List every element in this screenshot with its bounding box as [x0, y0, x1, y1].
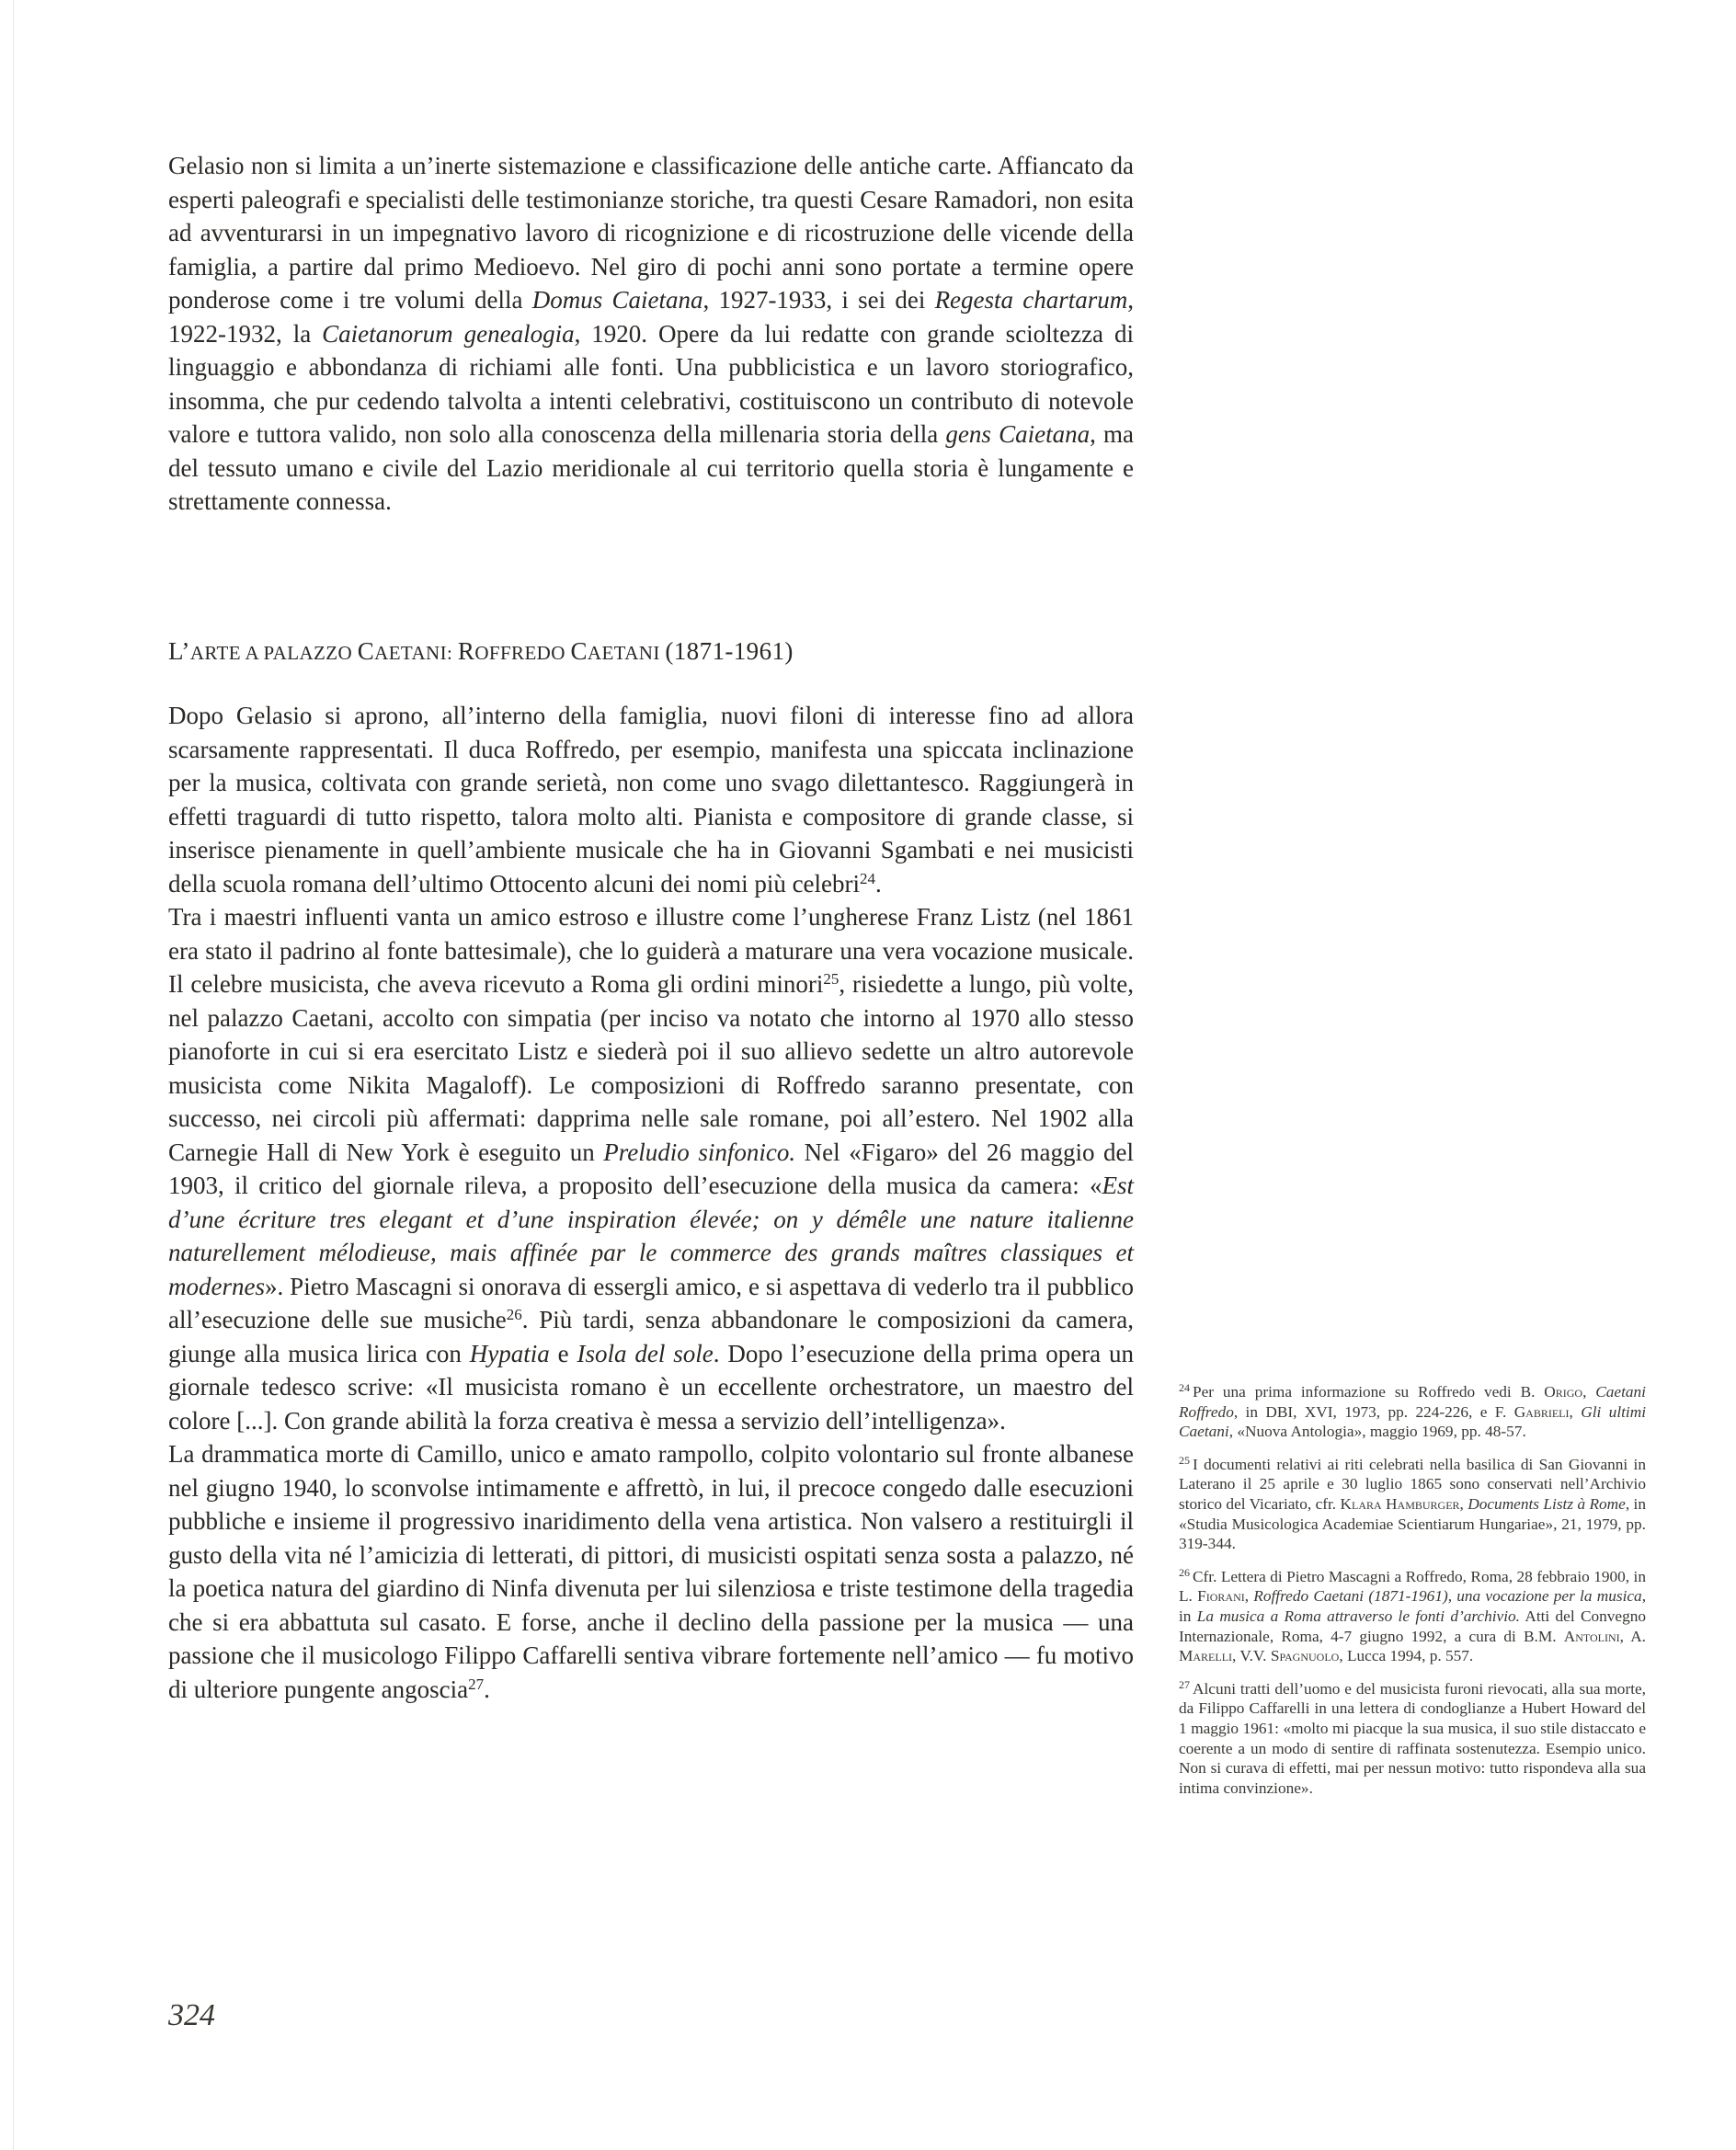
scan-margin-line	[13, 0, 14, 2150]
footnote-26: $^{26}$ Cfr. Lettera di Pietro Mascagni a Roffredo, Roma, 28 febbraio 1900, in L. Fiorani, Roffredo Caetani (1871-1961), una vocazione per la musica, in La musica a Roma attraverso le fonti d’archivio. Atti del Convegno Internazionale, Roma, 4-7 giugno 1992, a cura di B.M. Antolini, A. Marelli, V.V. Spagnuolo, Lucca 1994, p. 557.	[1179, 1565, 1647, 1665]
footnote-ref-24[interactable]: 24	[860, 869, 876, 887]
section-heading: L’ARTE A PALAZZO CAETANI: ROFFREDO CAETANI (1871-1961)	[168, 637, 794, 665]
footnote-25: $^{25}$ I documenti relativi ai riti celebrati nella basilica di San Giovanni in Laterano il 25 aprile e 30 luglio 1865 sono conservati nell’Archivio storico del Vicariato, cfr. Klara Hamburger, Documents Listz à Rome, in «Studia Musicologica Academiae Scientiarum Hungariae», 21, 1979, pp. 319-344.	[1179, 1453, 1646, 1553]
paragraph-camillo: La drammatica morte di Camillo, unico e amato rampollo, colpito volontario sul fronte albanese nel giugno 1940, lo sconvolse intimamente e affrettò, in lui, il precoce congedo dalle esecuzioni pubbliche e insieme il progressivo inaridimento della vena artistica. Non valsero a restituirgli il gusto della vita né l’amicizia di letterati, di pittori, di musicisti ospitati senza sosta a palazzo, né la poetica natura del giardino di Ninfa divenuta per lui silenziosa e triste testimone della tragedia che si era abbattuta sul casato. E forse, anche il declino della passione per la musica — una passione che il musicologo Filippo Caffarelli sentiva vibrare fortemente nell’amico — fu motivo di ulteriore pungente angoscia$^{27}$.	[168, 1440, 1134, 1703]
paragraph-roffredo-music: Dopo Gelasio si aprono, all’interno della famiglia, nuovi filoni di interesse fino ad allora scarsamente rappresentati. Il duca Roffredo, per esempio, manifesta una spiccata inclinazione per la musica, coltivata con grande serietà, non come uno svago dilettantesco. Raggiungerà in effetti traguardi di tutto rispetto, talora molto alti. Pianista e compositore di grande classe, si inserisce pienamente in quell’ambiente musicale che ha in Giovanni Sgambati e nei musicisti della scuola romana dell’ultimo Ottocento alcuni dei nomi più celebri$^{24}$.	[168, 702, 1134, 898]
footnote-ref-25[interactable]: 25	[823, 970, 839, 988]
intro-paragraph: Gelasio non si limita a un’inerte sistemazione e classificazione delle antiche carte. Affiancato da esperti paleografi e specialisti delle testimonianze storiche, tra questi Cesare Ramadori, non esita ad avventurarsi in un impegnativo lavoro di ricognizione e di ricostruzione delle vicende della famiglia, a partire dal primo Medioevo. Nel giro di pochi anni sono portate a termine opere ponderose come i tre volumi della Domus Caietana, 1927-1933, i sei dei Regesta chartarum, 1922-1932, la Caietanorum genealogia, 1920. Opere da lui redatte con grande scioltezza di linguaggio e abbondanza di richiami alle fonti. Una pubblicistica e un lavoro storiografico, insomma, che pur cedendo talvolta a intenti celebrativi, costituiscono un contributo di notevole valore e tuttora valido, non solo alla conoscenza della millenaria storia della gens Caietana, ma del tessuto umano e civile del Lazio meridionale al cui territorio quella storia è lungamente e strettamente connessa.	[168, 152, 1135, 515]
paragraph-listz: Tra i maestri influenti vanta un amico estroso e illustre come l’ungherese Franz Listz (nel 1861 era stato il padrino al fonte battesimale), che lo guiderà a maturare una vera vocazione musicale. Il celebre musicista, che aveva ricevuto a Roma gli ordini minori$^{25}$, risiedette a lungo, più volte, nel palazzo Caetani, accolto con simpatia (per inciso va notato che intorno al 1970 allo stesso pianoforte in cui si era esercitato Listz e siederà poi il suo allievo sedette un altro autorevole musicista come Nikita Magaloff). Le composizioni di Roffredo saranno presentate, con successo, nei circoli più affermati: dapprima nelle sale romane, poi all’estero. Nel 1902 alla Carnegie Hall di New York è eseguito un Preludio sinfonico. Nel «Figaro» del 26 maggio del 1903, il critico del giornale rileva, a proposito dell’esecuzione della musica da camera: «Est d’une écriture tres elegant et d’une inspiration élevée; on y démêle une nature italienne naturellement mélodieuse, mais affinée par le commerce des grands maîtres classiques et modernes». Pietro Mascagni si onorava di essergli amico, e si aspettava di vederlo tra il pubblico all’esecuzione delle sue musiche$^{26}$. Più tardi, senza abbandonare le composizioni da camera, giunge alla musica lirica con Hypatia e Isola del sole. Dopo l’esecuzione della prima opera un giornale tedesco scrive: «Il musicista romano è un eccellente orchestratore, un maestro del colore [...]. Con grande abilità la forza creativa è messa a servizio dell’intelligenza».	[168, 903, 1135, 1435]
footnote-ref-27[interactable]: 27	[468, 1675, 485, 1693]
footnote-24: $^{24}$ Per una prima informazione su Roffredo vedi B. Origo, Caetani Roffredo, in DBI, XVI, 1973, pp. 224-226, e F. Gabrieli, Gli ultimi Caetani, «Nuova Antologia», maggio 1969, pp. 48-57.	[1179, 1381, 1646, 1441]
page-number: 324	[168, 1998, 215, 2032]
footnote-27: $^{27}$ Alcuni tratti dell’uomo e del musicista furoni rievocati, alla sua morte, da Filippo Caffarelli in una lettera di condoglianze a Hubert Howard del 1 maggio 1961: «molto mi piacque la sua musica, il suo stile distaccato e coerente a un modo di sentire di raffinata sostenutezza. Esempio unico. Non si curava di effetti, mai per nessun motivo: tutto rispondeva alla sua intima convinzione».	[1179, 1677, 1646, 1797]
footnote-ref-26[interactable]: 26	[506, 1306, 522, 1323]
footnotes	[1179, 1382, 1646, 1811]
main-text	[168, 699, 1134, 1706]
